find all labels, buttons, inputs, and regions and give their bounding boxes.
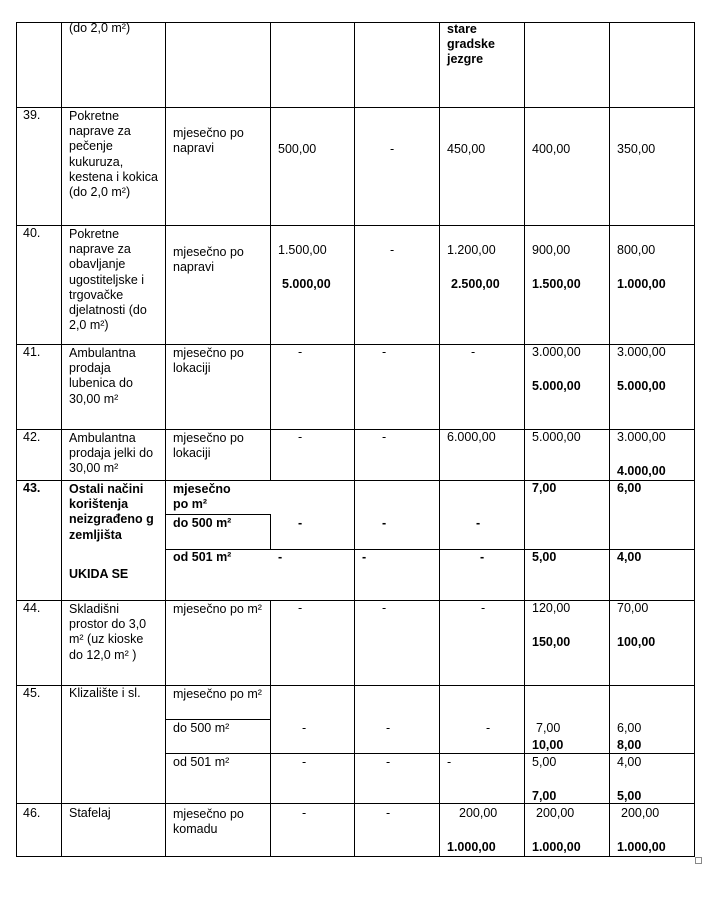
row-46-value-3: 200,00 bbox=[459, 806, 498, 820]
row-42-new-value-5: 4.000,00 bbox=[617, 464, 666, 478]
row-39-value-5: 350,00 bbox=[617, 142, 656, 156]
row-43-unit: mjesečno po m² bbox=[173, 482, 231, 512]
row-39-value-1: 500,00 bbox=[278, 142, 317, 156]
row-43-a-value-2: - bbox=[382, 516, 387, 530]
table-line bbox=[16, 344, 695, 345]
table-line bbox=[270, 22, 271, 481]
row-40-number: 40. bbox=[23, 226, 41, 240]
row-42-value-1: - bbox=[298, 430, 303, 444]
row-40-new-value-4: 1.500,00 bbox=[532, 277, 581, 291]
row-45-a-value-3: - bbox=[486, 721, 491, 735]
row-41-new-value-5: 5.000,00 bbox=[617, 379, 666, 393]
table-line bbox=[439, 22, 440, 857]
row-45-a-new-value-4: 10,00 bbox=[532, 738, 564, 752]
row-45-b-value-3: - bbox=[447, 755, 452, 769]
row-43-number: 43. bbox=[23, 481, 41, 495]
table-line bbox=[270, 600, 271, 857]
row-39-value-3: 450,00 bbox=[447, 142, 486, 156]
row-40-new-value-1: 5.000,00 bbox=[282, 277, 331, 291]
row-45-a-new-value-5: 8,00 bbox=[617, 738, 642, 752]
row-45-a-value-5: 6,00 bbox=[617, 721, 642, 735]
row-41-unit: mjesečno po lokaciji bbox=[173, 346, 244, 376]
row-42-value-3: 6.000,00 bbox=[447, 430, 496, 444]
row-44-name: Skladišni prostor do 3,0 m² (uz kioske do 12,0 m² ) bbox=[69, 602, 147, 662]
row-45-a-value-4: 7,00 bbox=[536, 721, 561, 735]
row-39-name: Pokretne naprave za pečenje kukuruza, kestena i kokica (do 2,0 m²) bbox=[69, 109, 158, 200]
table-line bbox=[16, 803, 695, 804]
table-line bbox=[16, 856, 695, 857]
row-43-a-value-5: 6,00 bbox=[617, 481, 642, 495]
table-line bbox=[16, 480, 695, 481]
row-40-unit: mjesečno po napravi bbox=[173, 245, 244, 275]
row-45-b-new-value-5: 5,00 bbox=[617, 789, 642, 803]
table-line bbox=[609, 22, 610, 857]
table-move-handle-icon[interactable] bbox=[695, 857, 702, 864]
row-46-name: Stafelaj bbox=[69, 806, 111, 820]
table-line bbox=[61, 22, 62, 857]
row-42-value-2: - bbox=[382, 430, 387, 444]
row-43-name: Ostali načini korištenja neizgrađeno g zemljišta bbox=[69, 482, 154, 542]
row-41-value-4: 3.000,00 bbox=[532, 345, 581, 359]
row-46-new-value-4: 1.000,00 bbox=[532, 840, 581, 854]
row-44-value-4: 120,00 bbox=[532, 601, 571, 615]
row-42-value-5: 3.000,00 bbox=[617, 430, 666, 444]
row-43-sub-1: do 500 m² bbox=[173, 516, 232, 530]
row-43-note: UKIDA SE bbox=[69, 567, 129, 581]
row-44-new-value-4: 150,00 bbox=[532, 635, 571, 649]
row-41-new-value-4: 5.000,00 bbox=[532, 379, 581, 393]
table-line bbox=[694, 22, 695, 857]
row-46-value-2: - bbox=[386, 806, 391, 820]
row-46-unit: mjesečno po komadu bbox=[173, 807, 244, 837]
row-39-value-2: - bbox=[390, 142, 395, 156]
table-line bbox=[16, 429, 695, 430]
row-38-name-tail: (do 2,0 m²) bbox=[69, 21, 131, 35]
row-38-zone-label: stare gradske jezgre bbox=[447, 22, 495, 67]
row-45-name: Klizalište i sl. bbox=[69, 686, 141, 700]
row-43-b-value-5: 4,00 bbox=[617, 550, 642, 564]
row-40-value-1: 1.500,00 bbox=[278, 243, 327, 257]
table-line bbox=[165, 753, 695, 754]
row-45-b-new-value-4: 7,00 bbox=[532, 789, 557, 803]
row-45-a-value-2: - bbox=[386, 721, 391, 735]
row-44-unit: mjesečno po m² bbox=[173, 602, 262, 616]
row-39-value-4: 400,00 bbox=[532, 142, 571, 156]
row-43-b-value-1: - bbox=[278, 550, 283, 564]
table-line bbox=[165, 549, 695, 550]
row-45-b-value-5: 4,00 bbox=[617, 755, 642, 769]
row-46-value-5: 200,00 bbox=[621, 806, 660, 820]
row-42-name: Ambulantna prodaja jelki do 30,00 m² bbox=[69, 431, 154, 476]
row-44-value-2: - bbox=[382, 601, 387, 615]
row-44-value-1: - bbox=[298, 601, 303, 615]
row-46-new-value-5: 1.000,00 bbox=[617, 840, 666, 854]
row-46-new-value-3: 1.000,00 bbox=[447, 840, 496, 854]
row-46-value-4: 200,00 bbox=[536, 806, 575, 820]
row-44-value-5: 70,00 bbox=[617, 601, 649, 615]
row-40-value-4: 900,00 bbox=[532, 243, 571, 257]
row-41-number: 41. bbox=[23, 345, 41, 359]
row-46-value-1: - bbox=[302, 806, 307, 820]
row-43-b-value-4: 5,00 bbox=[532, 550, 557, 564]
row-40-new-value-3: 2.500,00 bbox=[451, 277, 500, 291]
row-42-unit: mjesečno po lokaciji bbox=[173, 431, 244, 461]
row-39-unit: mjesečno po napravi bbox=[173, 126, 244, 156]
row-40-value-2: - bbox=[390, 243, 395, 257]
table-line bbox=[524, 22, 525, 857]
row-45-a-value-1: - bbox=[302, 721, 307, 735]
row-41-value-5: 3.000,00 bbox=[617, 345, 666, 359]
row-39-number: 39. bbox=[23, 108, 41, 122]
row-43-a-value-1: - bbox=[298, 516, 303, 530]
row-40-value-5: 800,00 bbox=[617, 243, 656, 257]
row-45-sub-2: od 501 m² bbox=[173, 755, 230, 769]
table-line bbox=[16, 225, 695, 226]
table-line bbox=[354, 22, 355, 857]
row-44-number: 44. bbox=[23, 601, 41, 615]
row-45-number: 45. bbox=[23, 686, 41, 700]
row-41-value-2: - bbox=[382, 345, 387, 359]
row-40-name: Pokretne naprave za obavljanje ugostiteljske i trgovačke djelatnosti (do 2,0 m²) bbox=[69, 227, 147, 333]
table-line bbox=[270, 514, 271, 550]
row-45-b-value-4: 5,00 bbox=[532, 755, 557, 769]
row-42-value-4: 5.000,00 bbox=[532, 430, 581, 444]
row-41-value-1: - bbox=[298, 345, 303, 359]
row-43-a-value-4: 7,00 bbox=[532, 481, 557, 495]
row-41-value-3: - bbox=[471, 345, 476, 359]
row-40-value-3: 1.200,00 bbox=[447, 243, 496, 257]
row-43-sub-2: od 501 m² bbox=[173, 550, 232, 564]
row-44-value-3: - bbox=[481, 601, 486, 615]
table-line bbox=[165, 22, 166, 857]
table-line bbox=[16, 22, 17, 857]
row-43-b-value-2: - bbox=[362, 550, 367, 564]
row-45-b-value-1: - bbox=[302, 755, 307, 769]
row-43-b-value-3: - bbox=[480, 550, 485, 564]
row-45-b-value-2: - bbox=[386, 755, 391, 769]
table-line bbox=[16, 107, 695, 108]
table-line bbox=[16, 600, 695, 601]
row-45-sub-1: do 500 m² bbox=[173, 721, 230, 735]
row-44-new-value-5: 100,00 bbox=[617, 635, 656, 649]
row-42-number: 42. bbox=[23, 430, 41, 444]
row-45-unit: mjesečno po m² bbox=[173, 687, 262, 701]
row-43-a-value-3: - bbox=[476, 516, 481, 530]
row-46-number: 46. bbox=[23, 806, 41, 820]
row-41-name: Ambulantna prodaja lubenica do 30,00 m² bbox=[69, 346, 136, 406]
row-40-new-value-5: 1.000,00 bbox=[617, 277, 666, 291]
